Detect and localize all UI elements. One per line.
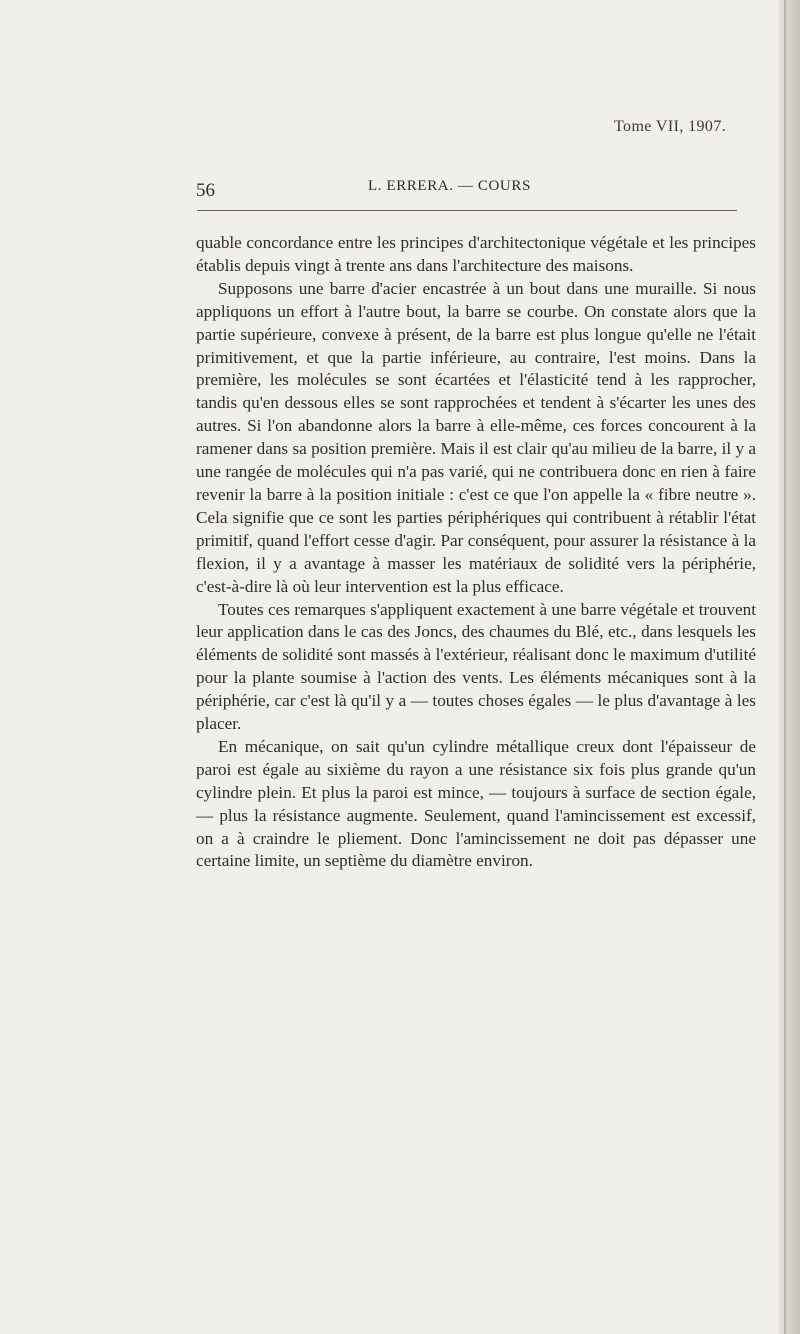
header-rule (197, 210, 737, 211)
paragraph: Toutes ces remarques s'appliquent exactement à une barre végétale et trouvent leur application dans le cas des Joncs, des chaumes du Blé, etc., dans lesquels les éléments de solidité sont massés à l'extérieur, réalisant donc le maximum d'utilité pour la plante soumise à l'action des vents. Les éléments mécaniques sont à la périphérie, car c'est là qu'il y a — toutes choses égales — le plus d'avantage à les placer. (196, 599, 756, 734)
running-head: L. ERRERA. — COURS (368, 178, 531, 194)
volume-label: Tome VII, 1907. (614, 118, 727, 135)
page-edge-line (784, 0, 786, 1334)
paragraph: Supposons une barre d'acier encastrée à un bout dans une muraille. Si nous appliquons un effort à l'autre bout, la barre se courbe. On constate alors que la partie supérieure, convexe à présent, de la barre est plus longue qu'elle ne l'était primitivement, et que la partie inférieure, au contraire, l'est moins. Dans la première, les molécules se sont écartées et l'élasticité tend à les rapprocher, tandis qu'en dessous elles se sont rapprochées et tendent à s'écarter les unes des autres. Si l'on abandonne alors la barre à elle-même, ces forces concourent à la ramener dans sa position première. Mais il est clair qu'au milieu de la barre, il y a une rangée de molécules qui n'a pas varié, qui ne contribuera donc en rien à faire revenir la barre à la position initiale : c'est ce que l'on appelle la « fibre neutre ». Cela signifie que ce sont les parties périphériques qui contribuent à rétablir l'état primitif, quand l'effort cesse d'agir. Par conséquent, pour assurer la résistance à la flexion, il y a avantage à masser les matériaux de solidité vers la périphérie, c'est-à-dire là où leur intervention est la plus efficace. (196, 278, 756, 596)
body-text (196, 232, 756, 873)
paragraph: quable concordance entre les principes d'architectonique végétale et les principes établis depuis vingt à trente ans dans l'architecture des maisons. (196, 233, 756, 275)
page-number: 56 (196, 180, 215, 201)
page-edge (778, 0, 800, 1334)
paragraph: En mécanique, on sait qu'un cylindre métallique creux dont l'épaisseur de paroi est égale au sixième du rayon a une résistance six fois plus grande qu'un cylindre plein. Et plus la paroi est mince, — toujours à surface de section égale, — plus la résistance augmente. Seulement, quand l'amincissement est excessif, on a à craindre le pliement. Donc l'amincissement ne doit pas dépasser une certaine limite, un septième du diamètre environ. (196, 736, 756, 871)
